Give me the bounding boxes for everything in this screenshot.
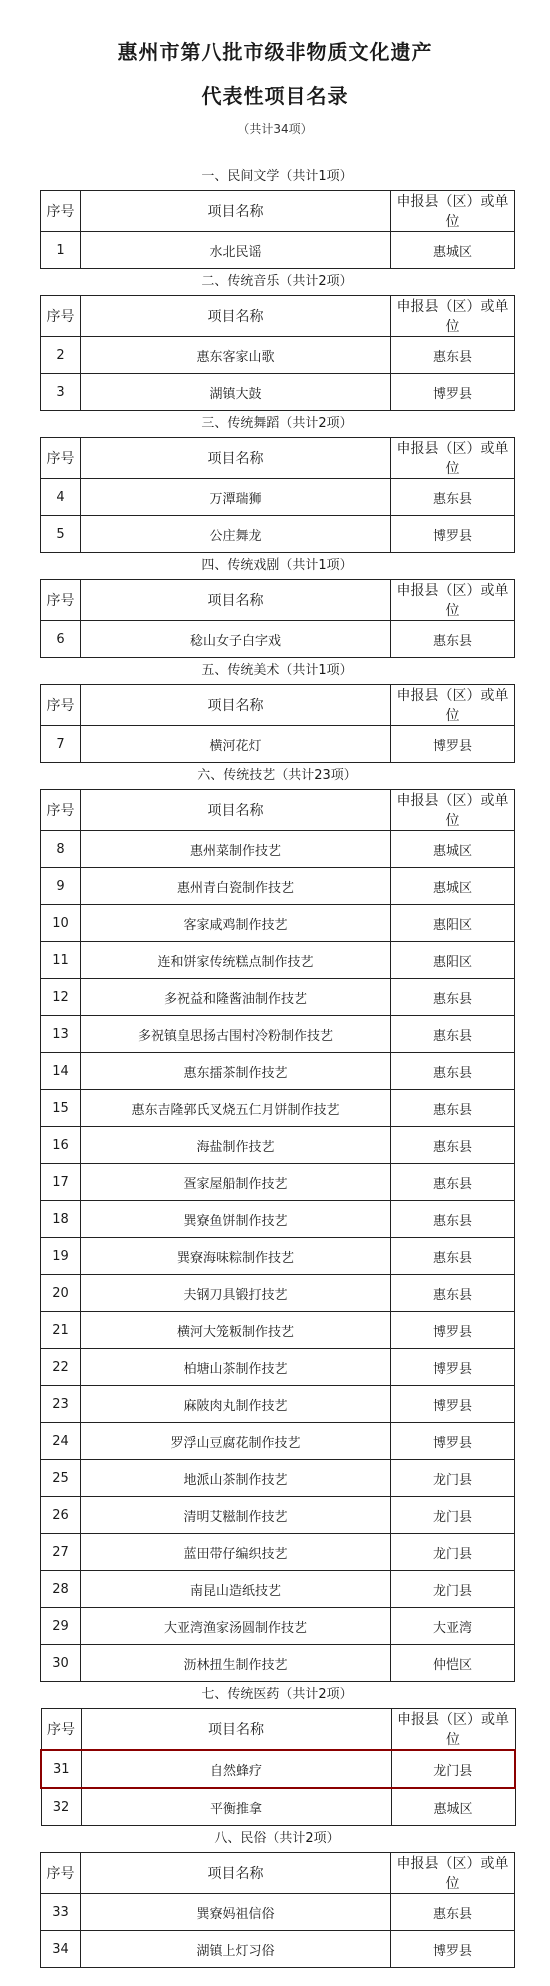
project-name: 横河大笼粄制作技艺 [81, 1312, 391, 1349]
table-row [41, 1497, 515, 1534]
header-no: 序号 [41, 685, 81, 726]
header-no: 序号 [41, 296, 81, 337]
header-unit: 申报县（区）或单位 [391, 191, 515, 232]
table-row [41, 1275, 515, 1312]
project-name: 罗浮山豆腐花制作技艺 [81, 1423, 391, 1460]
project-name: 惠州青白瓷制作技艺 [81, 868, 391, 905]
row-number: 9 [41, 868, 81, 905]
category-table [40, 437, 515, 553]
applicant-unit: 惠东县 [391, 479, 515, 516]
project-name: 疍家屋船制作技艺 [81, 1164, 391, 1201]
category-section [40, 763, 514, 1682]
row-number: 28 [41, 1571, 81, 1608]
row-number: 34 [41, 1931, 81, 1968]
category-section [40, 1826, 514, 1968]
project-name: 南昆山造纸技艺 [81, 1571, 391, 1608]
row-number: 32 [41, 1788, 81, 1826]
project-name: 稔山女子白字戏 [81, 621, 391, 658]
category-title: 四、传统戏剧（共计1项） [201, 558, 353, 573]
table-row [41, 374, 515, 411]
header-unit: 申报县（区）或单位 [391, 580, 515, 621]
row-number: 10 [41, 905, 81, 942]
table-row [41, 479, 515, 516]
row-number: 26 [41, 1497, 81, 1534]
row-number: 21 [41, 1312, 81, 1349]
table-row [41, 726, 515, 763]
header-name: 项目名称 [81, 191, 391, 232]
catalog-content [40, 164, 514, 1968]
category-table [40, 295, 515, 411]
applicant-unit: 惠东县 [391, 1164, 515, 1201]
table-row [41, 1164, 515, 1201]
applicant-unit: 博罗县 [391, 516, 515, 553]
header-no: 序号 [41, 790, 81, 831]
table-row [41, 516, 515, 553]
row-number: 8 [41, 831, 81, 868]
category-section [40, 1682, 514, 1826]
table-row [41, 1931, 515, 1968]
applicant-unit: 惠东县 [391, 621, 515, 658]
table-row [41, 1238, 515, 1275]
header-name: 项目名称 [81, 685, 391, 726]
table-row [41, 1016, 515, 1053]
category-section [40, 658, 514, 763]
applicant-unit: 惠东县 [391, 1275, 515, 1312]
table-header-row [41, 790, 515, 831]
row-number: 14 [41, 1053, 81, 1090]
project-name: 麻陂肉丸制作技艺 [81, 1386, 391, 1423]
table-row [41, 232, 515, 269]
row-number: 18 [41, 1201, 81, 1238]
project-name: 惠州菜制作技艺 [81, 831, 391, 868]
header-unit: 申报县（区）或单位 [391, 790, 515, 831]
applicant-unit: 龙门县 [391, 1497, 515, 1534]
row-number: 25 [41, 1460, 81, 1497]
table-header-row [41, 685, 515, 726]
table-row [41, 1534, 515, 1571]
header-no: 序号 [41, 1709, 81, 1751]
row-number: 33 [41, 1894, 81, 1931]
table-row [41, 905, 515, 942]
table-header-row [41, 296, 515, 337]
applicant-unit: 惠东县 [391, 979, 515, 1016]
header-name: 项目名称 [81, 580, 391, 621]
table-row [41, 1894, 515, 1931]
applicant-unit: 博罗县 [391, 1312, 515, 1349]
applicant-unit: 博罗县 [391, 1423, 515, 1460]
project-name: 湖镇大鼓 [81, 374, 391, 411]
header-unit: 申报县（区）或单位 [391, 685, 515, 726]
category-title: 二、传统音乐（共计2项） [201, 274, 353, 289]
table-row [41, 979, 515, 1016]
applicant-unit: 惠城区 [391, 1788, 515, 1826]
category-title: 三、传统舞蹈（共计2项） [201, 416, 353, 431]
row-number: 2 [41, 337, 81, 374]
project-name: 多祝镇皇思扬古围村冷粉制作技艺 [81, 1016, 391, 1053]
row-number: 19 [41, 1238, 81, 1275]
project-name: 夫钢刀具锻打技艺 [81, 1275, 391, 1312]
table-row [41, 868, 515, 905]
table-row [41, 1645, 515, 1682]
header-name: 项目名称 [81, 790, 391, 831]
row-number: 31 [41, 1750, 81, 1788]
row-number: 5 [41, 516, 81, 553]
applicant-unit: 惠东县 [391, 337, 515, 374]
project-name: 巽寮妈祖信俗 [81, 1894, 391, 1931]
table-header-row [41, 580, 515, 621]
applicant-unit: 惠阳区 [391, 942, 515, 979]
header-no: 序号 [41, 191, 81, 232]
header-name: 项目名称 [81, 296, 391, 337]
table-row [41, 1788, 515, 1826]
page-title: 惠州市第八批市级非物质文化遗产 [117, 40, 433, 64]
project-name: 惠东吉隆郭氏叉烧五仁月饼制作技艺 [81, 1090, 391, 1127]
header-name: 项目名称 [81, 438, 391, 479]
row-number: 1 [41, 232, 81, 269]
project-name: 湖镇上灯习俗 [81, 1931, 391, 1968]
table-row [41, 1053, 515, 1090]
table-row [41, 831, 515, 868]
project-name: 惠东客家山歌 [81, 337, 391, 374]
header-unit: 申报县（区）或单位 [391, 1853, 515, 1894]
applicant-unit: 博罗县 [391, 726, 515, 763]
project-name: 巽寮海味粽制作技艺 [81, 1238, 391, 1275]
row-number: 22 [41, 1349, 81, 1386]
row-number: 23 [41, 1386, 81, 1423]
category-section [40, 164, 514, 269]
page-subtitle: 代表性项目名录 [201, 84, 349, 108]
project-name: 清明艾糍制作技艺 [81, 1497, 391, 1534]
header-unit: 申报县（区）或单位 [391, 438, 515, 479]
project-name: 平衡推拿 [81, 1788, 391, 1826]
project-name: 惠东擂茶制作技艺 [81, 1053, 391, 1090]
table-row [41, 1312, 515, 1349]
table-header-row [41, 1853, 515, 1894]
applicant-unit: 博罗县 [391, 374, 515, 411]
category-table [40, 190, 515, 269]
header-name: 项目名称 [81, 1709, 391, 1751]
applicant-unit: 博罗县 [391, 1386, 515, 1423]
table-row [41, 1608, 515, 1645]
project-name: 公庄舞龙 [81, 516, 391, 553]
header-unit: 申报县（区）或单位 [391, 296, 515, 337]
project-name: 巽寮鱼饼制作技艺 [81, 1201, 391, 1238]
row-number: 11 [41, 942, 81, 979]
project-name: 沥林扭生制作技艺 [81, 1645, 391, 1682]
category-table [40, 1852, 515, 1968]
applicant-unit: 龙门县 [391, 1460, 515, 1497]
row-number: 16 [41, 1127, 81, 1164]
table-row [41, 1571, 515, 1608]
header-no: 序号 [41, 580, 81, 621]
table-row [41, 1349, 515, 1386]
row-number: 15 [41, 1090, 81, 1127]
category-section [40, 269, 514, 411]
project-name: 地派山茶制作技艺 [81, 1460, 391, 1497]
category-table [40, 789, 515, 1682]
category-section [40, 553, 514, 658]
total-count: （共计34项） [237, 122, 313, 136]
applicant-unit: 大亚湾 [391, 1608, 515, 1645]
applicant-unit: 龙门县 [391, 1534, 515, 1571]
applicant-unit: 博罗县 [391, 1349, 515, 1386]
category-section [40, 411, 514, 553]
table-row [41, 1090, 515, 1127]
table-row [41, 621, 515, 658]
highlighted-table-row [41, 1750, 515, 1788]
applicant-unit: 龙门县 [391, 1571, 515, 1608]
applicant-unit: 博罗县 [391, 1931, 515, 1968]
row-number: 12 [41, 979, 81, 1016]
category-title: 六、传统技艺（共计23项） [197, 768, 357, 783]
project-name: 连和饼家传统糕点制作技艺 [81, 942, 391, 979]
project-name: 多祝益和隆酱油制作技艺 [81, 979, 391, 1016]
row-number: 4 [41, 479, 81, 516]
header-name: 项目名称 [81, 1853, 391, 1894]
applicant-unit: 惠东县 [391, 1127, 515, 1164]
project-name: 自然蜂疗 [81, 1750, 391, 1788]
project-name: 海盐制作技艺 [81, 1127, 391, 1164]
row-number: 29 [41, 1608, 81, 1645]
row-number: 17 [41, 1164, 81, 1201]
table-row [41, 942, 515, 979]
row-number: 13 [41, 1016, 81, 1053]
project-name: 客家咸鸡制作技艺 [81, 905, 391, 942]
applicant-unit: 惠城区 [391, 831, 515, 868]
category-title: 一、民间文学（共计1项） [201, 169, 353, 184]
table-header-row [41, 438, 515, 479]
row-number: 27 [41, 1534, 81, 1571]
table-row [41, 1201, 515, 1238]
project-name: 水北民谣 [81, 232, 391, 269]
applicant-unit: 惠东县 [391, 1894, 515, 1931]
applicant-unit: 惠城区 [391, 232, 515, 269]
category-title: 七、传统医药（共计2项） [201, 1687, 353, 1702]
table-row [41, 1386, 515, 1423]
applicant-unit: 惠东县 [391, 1090, 515, 1127]
category-table [40, 684, 515, 763]
applicant-unit: 惠城区 [391, 868, 515, 905]
table-row [41, 1127, 515, 1164]
header-no: 序号 [41, 1853, 81, 1894]
row-number: 20 [41, 1275, 81, 1312]
project-name: 大亚湾渔家汤圆制作技艺 [81, 1608, 391, 1645]
header-unit: 申报县（区）或单位 [391, 1709, 515, 1751]
project-name: 柏塘山茶制作技艺 [81, 1349, 391, 1386]
table-row [41, 1423, 515, 1460]
row-number: 24 [41, 1423, 81, 1460]
applicant-unit: 仲恺区 [391, 1645, 515, 1682]
row-number: 7 [41, 726, 81, 763]
table-row [41, 337, 515, 374]
row-number: 3 [41, 374, 81, 411]
project-name: 横河花灯 [81, 726, 391, 763]
applicant-unit: 惠东县 [391, 1201, 515, 1238]
header-no: 序号 [41, 438, 81, 479]
category-title: 八、民俗（共计2项） [214, 1831, 340, 1846]
row-number: 6 [41, 621, 81, 658]
category-title: 五、传统美术（共计1项） [201, 663, 353, 678]
applicant-unit: 惠东县 [391, 1238, 515, 1275]
project-name: 万潭瑞狮 [81, 479, 391, 516]
applicant-unit: 惠东县 [391, 1053, 515, 1090]
category-table [40, 1708, 516, 1826]
row-number: 30 [41, 1645, 81, 1682]
applicant-unit: 惠阳区 [391, 905, 515, 942]
table-row [41, 1460, 515, 1497]
table-header-row [41, 1709, 515, 1751]
table-header-row [41, 191, 515, 232]
applicant-unit: 惠东县 [391, 1016, 515, 1053]
project-name: 蓝田带仔编织技艺 [81, 1534, 391, 1571]
applicant-unit: 龙门县 [391, 1750, 515, 1788]
category-table [40, 579, 515, 658]
